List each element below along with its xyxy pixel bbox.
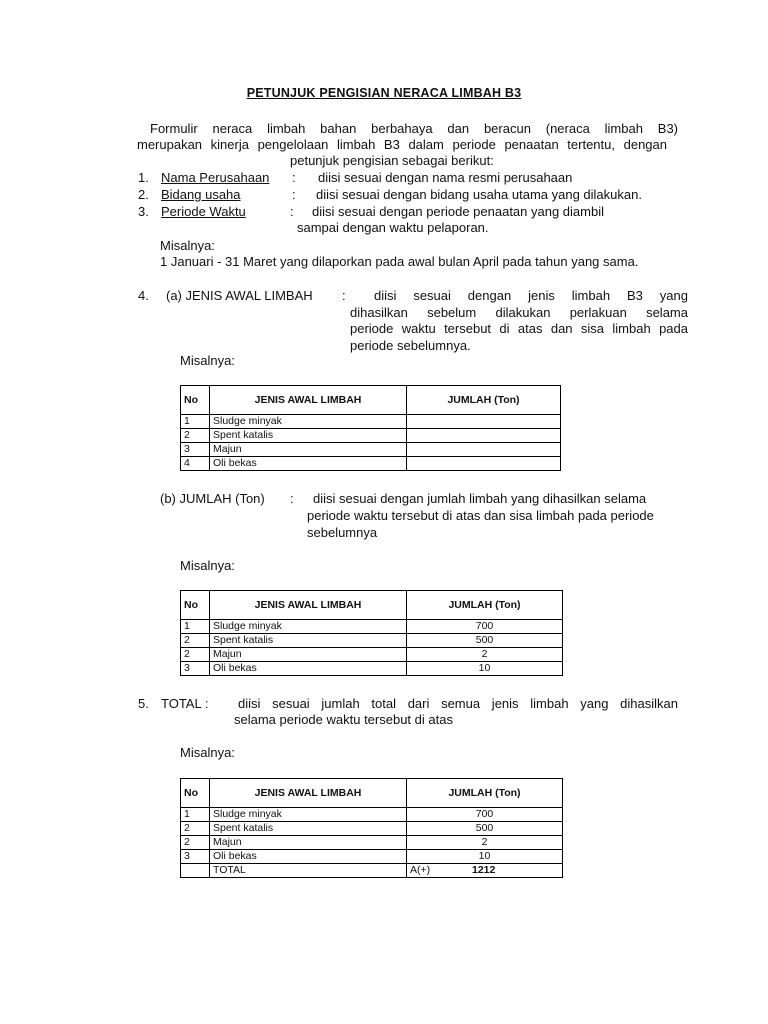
item-1-label: Nama Perusahaan [161,170,270,185]
total-prefix: A(+) [410,864,431,876]
cell-jenis: Majun [210,443,407,457]
cell-jumlah: 700 [407,620,563,634]
cell-total-label: TOTAL [210,864,407,878]
cell-jumlah [407,457,561,471]
table-row [181,634,563,648]
cell-jumlah: 10 [407,850,563,864]
item-2-number: 2. [138,187,149,202]
section-4a-desc-1: diisi sesuai dengan jenis limbah B3 yang [374,288,688,303]
table-jenis-awal-limbah-total [180,778,563,878]
section-4b-desc-3: sebelumnya [307,525,378,540]
cell-jenis: Spent katalis [210,429,407,443]
example-1-label: Misalnya: [160,238,215,253]
cell-no: 2 [181,429,210,443]
table-row [181,808,563,822]
item-2-desc: diisi sesuai dengan bidang usaha utama yang dilakukan. [316,187,642,202]
cell-no: 2 [181,648,210,662]
cell-jenis: Spent katalis [210,822,407,836]
cell-no: 3 [181,443,210,457]
header-jumlah: JUMLAH (Ton) [407,591,563,620]
cell-jenis: Spent katalis [210,634,407,648]
cell-no-empty [181,864,210,878]
item-1-colon: : [292,170,296,185]
header-jumlah: JUMLAH (Ton) [407,779,563,808]
header-jenis: JENIS AWAL LIMBAH [210,779,407,808]
section-4b-desc-2: periode waktu tersebut di atas dan sisa limbah pada periode [307,508,654,523]
cell-total-value [407,864,563,878]
cell-jenis: Sludge minyak [210,808,407,822]
cell-jenis: Oli bekas [210,662,407,676]
example-1-text: 1 Januari - 31 Maret yang dilaporkan pada awal bulan April pada tahun yang sama. [160,254,639,269]
section-4b-example-label: Misalnya: [180,558,235,573]
item-3-colon: : [290,204,294,219]
cell-jumlah [407,415,561,429]
table-row [181,457,561,471]
document-title: PETUNJUK PENGISIAN NERACA LIMBAH B3 [246,86,522,100]
header-jenis: JENIS AWAL LIMBAH [210,591,407,620]
header-no: No [181,591,210,620]
section-4a-desc-3: periode waktu tersebut di atas dan sisa limbah pada [350,321,688,336]
section-4b-label: (b) JUMLAH (Ton) [160,491,265,506]
item-2-label: Bidang usaha [161,187,241,202]
section-4a-colon: : [342,288,346,303]
cell-no: 2 [181,634,210,648]
header-no: No [181,779,210,808]
section-5-desc-1: diisi sesuai jumlah total dari semua jenis limbah yang dihasilkan [238,696,678,711]
section-4a-desc-2: dihasilkan sebelum dilakukan perlakuan selama [350,305,688,320]
header-no: No [181,386,210,415]
cell-no: 3 [181,850,210,864]
section-4a-label: (a) JENIS AWAL LIMBAH [166,288,313,303]
table-row [181,822,563,836]
cell-jumlah [407,429,561,443]
cell-no: 1 [181,415,210,429]
table-row [181,662,563,676]
cell-jumlah: 10 [407,662,563,676]
table-row [181,648,563,662]
header-jumlah: JUMLAH (Ton) [407,386,561,415]
cell-jumlah: 700 [407,808,563,822]
cell-jenis: Oli bekas [210,457,407,471]
table-row [181,836,563,850]
section-4-number: 4. [138,288,149,303]
cell-jenis: Sludge minyak [210,620,407,634]
item-1-number: 1. [138,170,149,185]
cell-no: 1 [181,620,210,634]
cell-jenis: Oli bekas [210,850,407,864]
cell-jumlah: 2 [407,648,563,662]
section-4a-example-label: Misalnya: [180,353,235,368]
cell-jenis: Majun [210,836,407,850]
cell-no: 3 [181,662,210,676]
cell-no: 4 [181,457,210,471]
item-3-label: Periode Waktu [161,204,246,219]
table-jenis-awal-limbah-2 [180,590,563,676]
cell-jenis: Sludge minyak [210,415,407,429]
table-row [181,415,561,429]
header-jenis: JENIS AWAL LIMBAH [210,386,407,415]
section-5-label: TOTAL : [161,696,209,711]
cell-no: 2 [181,822,210,836]
cell-jumlah [407,443,561,457]
section-4b-colon: : [290,491,294,506]
section-5-number: 5. [138,696,149,711]
item-3-desc: diisi sesuai dengan periode penaatan yang diambil [312,204,604,219]
table-row [181,620,563,634]
cell-jumlah: 500 [407,634,563,648]
cell-jumlah: 500 [407,822,563,836]
total-value: 1212 [471,864,496,876]
section-4a-desc-4: periode sebelumnya. [350,338,471,353]
intro-line-2: merupakan kinerja pengelolaan limbah B3 dalam periode penaatan tertentu, dengan [137,137,667,152]
section-5-example-label: Misalnya: [180,745,235,760]
table-total-row [181,864,563,878]
item-3-number: 3. [138,204,149,219]
section-4b-desc-1: diisi sesuai dengan jumlah limbah yang dihasilkan selama [313,491,647,506]
cell-no: 2 [181,836,210,850]
cell-jenis: Majun [210,648,407,662]
intro-line-3: petunjuk pengisian sebagai berikut: [290,153,494,168]
section-5-desc-2: selama periode waktu tersebut di atas [234,712,453,727]
table-row [181,850,563,864]
cell-no: 1 [181,808,210,822]
table-jenis-awal-limbah-1 [180,385,561,471]
intro-line-1: Formulir neraca limbah bahan berbahaya dan beracun (neraca limbah B3) [150,121,678,136]
item-3-desc-continued: sampai dengan waktu pelaporan. [297,220,489,235]
table-row [181,443,561,457]
cell-jumlah: 2 [407,836,563,850]
table-row [181,429,561,443]
item-2-colon: : [292,187,296,202]
item-1-desc: diisi sesuai dengan nama resmi perusahaan [318,170,573,185]
